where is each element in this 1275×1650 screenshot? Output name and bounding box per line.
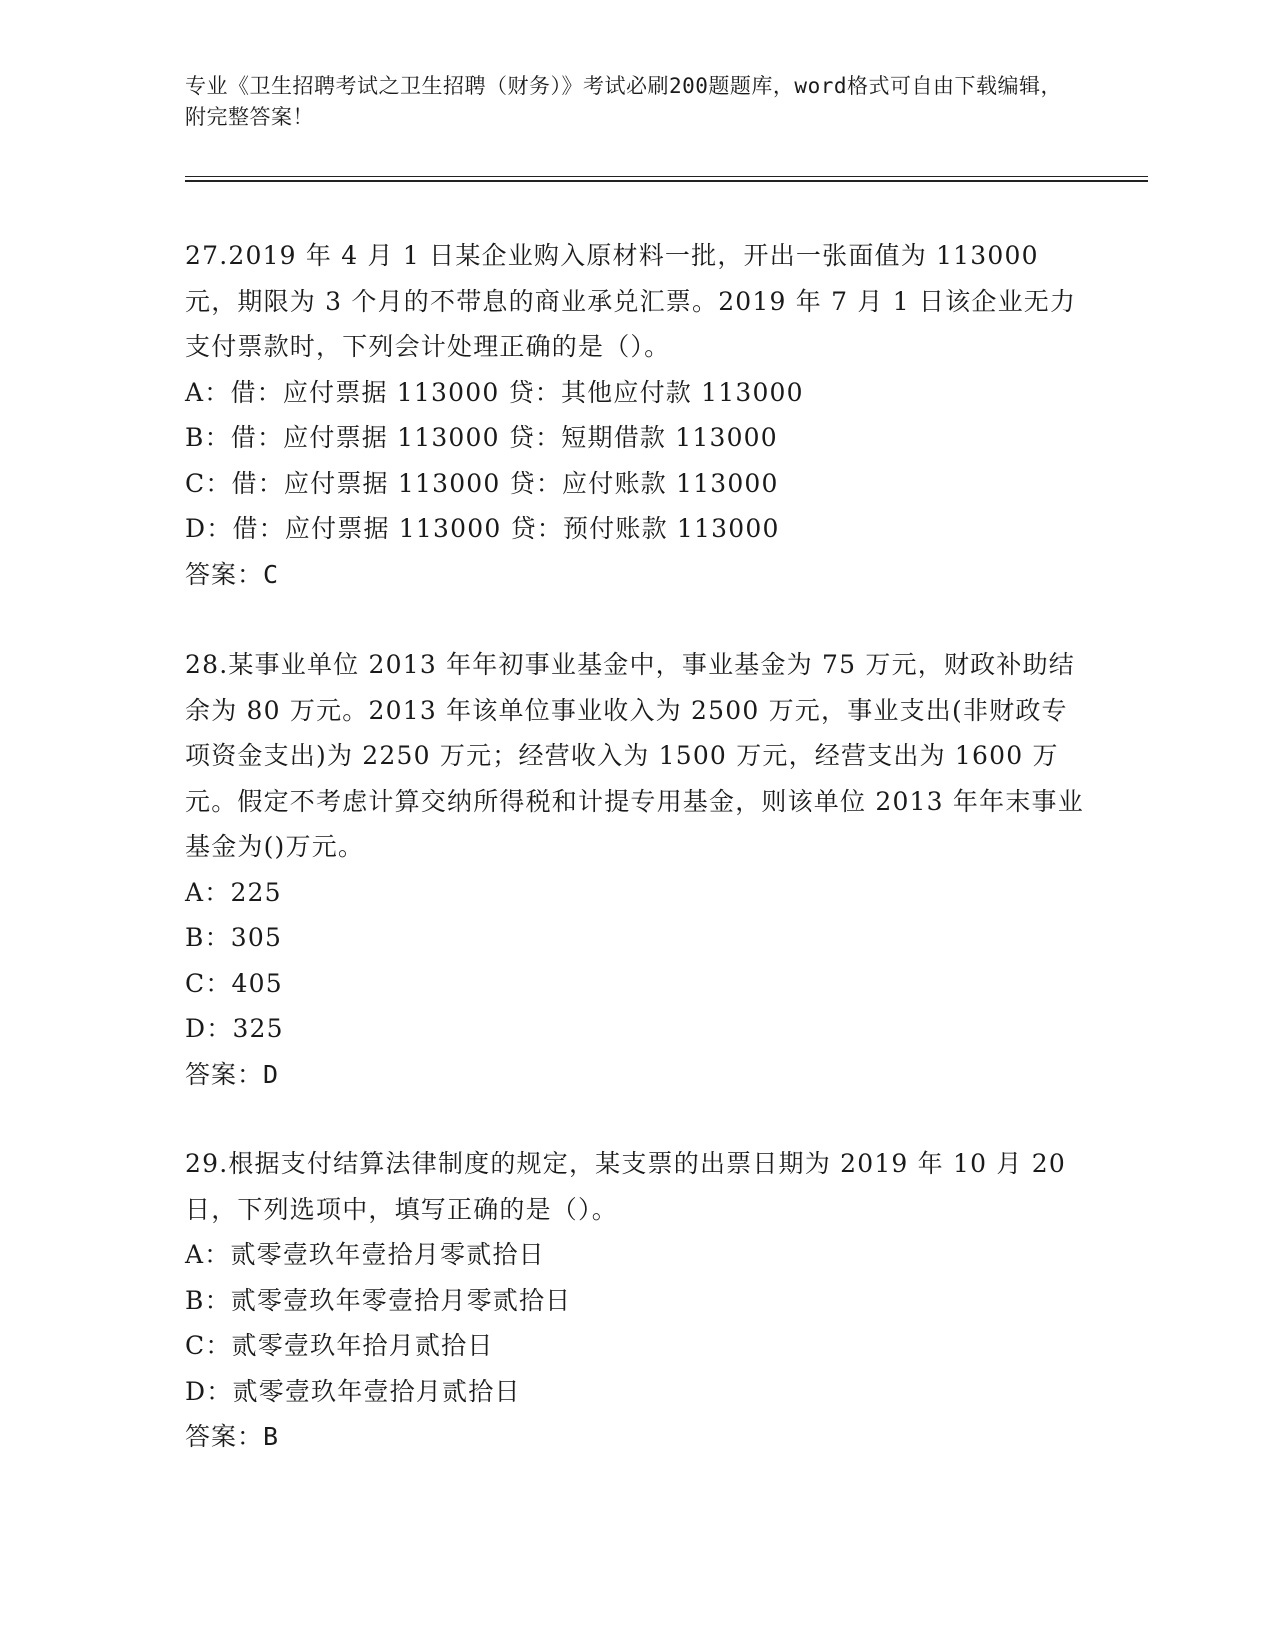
question-29 [185, 1141, 1085, 1460]
question-text: 27.2019 年 4 月 1 日某企业购入原材料一批，开出一张面值为 113000 元，期限为 3 个月的不带息的商业承兑汇票。2019 年 7 月 1 日该企业无力支付票款时，下列会计处理正确的是（）。 [185, 241, 1077, 361]
option-b: B：借：应付票据 113000 贷：短期借款 113000 [185, 423, 778, 452]
question-text: 28.某事业单位 2013 年年初事业基金中，事业基金为 75 万元，财政补助结余为 80 万元。2013 年该单位事业收入为 2500 万元，事业支出(非财政专项资金支出)为 2250 万元；经营收入为 1500 万元，经营支出为 1600 万元。假定不考虑计算交纳所得税和计提专用基金，则该单位 2013 年年末事业基金为()万元。 [185, 650, 1084, 861]
header-text: 专业《卫生招聘考试之卫生招聘（财务）》考试必刷200题题库，word格式可自由下载编辑，附完整答案！ [185, 74, 1062, 129]
option-a: A：借：应付票据 113000 贷：其他应付款 113000 [185, 377, 804, 407]
option-d: D：贰零壹玖年壹拾月贰拾日 [185, 1376, 521, 1406]
document-header [185, 71, 1075, 133]
option-c: C：借：应付票据 113000 贷：应付账款 113000 [185, 468, 779, 498]
option-b: B：305 [185, 923, 283, 952]
option-c: C：405 [185, 968, 283, 998]
option-a: A：225 [185, 877, 282, 907]
header-divider-thick [185, 180, 1148, 182]
option-a: A：贰零壹玖年壹拾月零贰拾日 [185, 1240, 545, 1269]
header-divider-thin [185, 176, 1148, 177]
question-27 [185, 233, 1085, 597]
answer-line: 答案：C [185, 559, 280, 589]
option-b: B：贰零壹玖年零壹拾月零贰拾日 [185, 1285, 572, 1315]
answer-line: 答案：B [185, 1422, 280, 1451]
question-28 [185, 642, 1085, 1097]
answer-line: 答案：D [185, 1059, 280, 1089]
option-c: C：贰零壹玖年拾月贰拾日 [185, 1331, 494, 1360]
question-text: 29.根据支付结算法律制度的规定，某支票的出票日期为 2019 年 10 月 20 日，下列选项中，填写正确的是（）。 [185, 1149, 1066, 1224]
option-d: D：借：应付票据 113000 贷：预付账款 113000 [185, 514, 780, 543]
option-d: D：325 [185, 1014, 284, 1043]
